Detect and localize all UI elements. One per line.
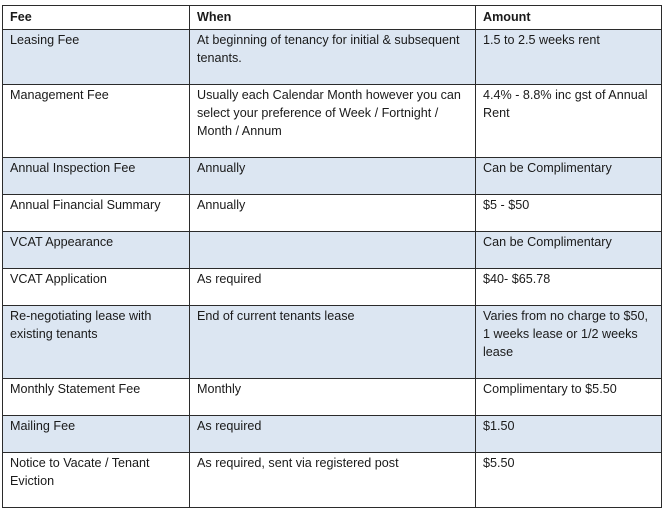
cell-fee: Notice to Vacate / Tenant Eviction xyxy=(3,453,190,508)
cell-fee: VCAT Appearance xyxy=(3,232,190,269)
cell-amount: Can be Complimentary xyxy=(476,232,662,269)
cell-when: Monthly xyxy=(190,379,476,416)
cell-amount: $5 - $50 xyxy=(476,195,662,232)
cell-when: Annually xyxy=(190,158,476,195)
cell-when: As required, sent via registered post xyxy=(190,453,476,508)
cell-amount: Can be Complimentary xyxy=(476,158,662,195)
table-row xyxy=(3,269,662,306)
header-fee: Fee xyxy=(3,6,190,30)
cell-when: Annually xyxy=(190,195,476,232)
cell-amount: $5.50 xyxy=(476,453,662,508)
header-when: When xyxy=(190,6,476,30)
table-row xyxy=(3,158,662,195)
cell-amount: 4.4% - 8.8% inc gst of Annual Rent xyxy=(476,85,662,158)
cell-when: End of current tenants lease xyxy=(190,306,476,379)
cell-amount: $40- $65.78 xyxy=(476,269,662,306)
cell-fee: Annual Financial Summary xyxy=(3,195,190,232)
cell-fee: Mailing Fee xyxy=(3,416,190,453)
cell-when: Usually each Calendar Month however you can select your preference of Week / Fortnight / Month / Annum xyxy=(190,85,476,158)
cell-fee: Annual Inspection Fee xyxy=(3,158,190,195)
header-amount: Amount xyxy=(476,6,662,30)
fee-table xyxy=(2,5,662,508)
table-row xyxy=(3,195,662,232)
cell-amount: Varies from no charge to $50, 1 weeks lease or 1/2 weeks lease xyxy=(476,306,662,379)
cell-fee: Leasing Fee xyxy=(3,30,190,85)
cell-when: As required xyxy=(190,416,476,453)
table-row xyxy=(3,85,662,158)
cell-when xyxy=(190,232,476,269)
cell-amount: $1.50 xyxy=(476,416,662,453)
table-row xyxy=(3,379,662,416)
cell-fee: VCAT Application xyxy=(3,269,190,306)
table-row xyxy=(3,416,662,453)
table-row xyxy=(3,232,662,269)
cell-when: At beginning of tenancy for initial & subsequent tenants. xyxy=(190,30,476,85)
table-header-row xyxy=(3,6,662,30)
cell-when: As required xyxy=(190,269,476,306)
cell-amount: Complimentary to $5.50 xyxy=(476,379,662,416)
cell-fee: Management Fee xyxy=(3,85,190,158)
cell-fee: Monthly Statement Fee xyxy=(3,379,190,416)
cell-fee: Re-negotiating lease with existing tenants xyxy=(3,306,190,379)
table-row xyxy=(3,306,662,379)
cell-amount: 1.5 to 2.5 weeks rent xyxy=(476,30,662,85)
table-row xyxy=(3,453,662,508)
table-row xyxy=(3,30,662,85)
